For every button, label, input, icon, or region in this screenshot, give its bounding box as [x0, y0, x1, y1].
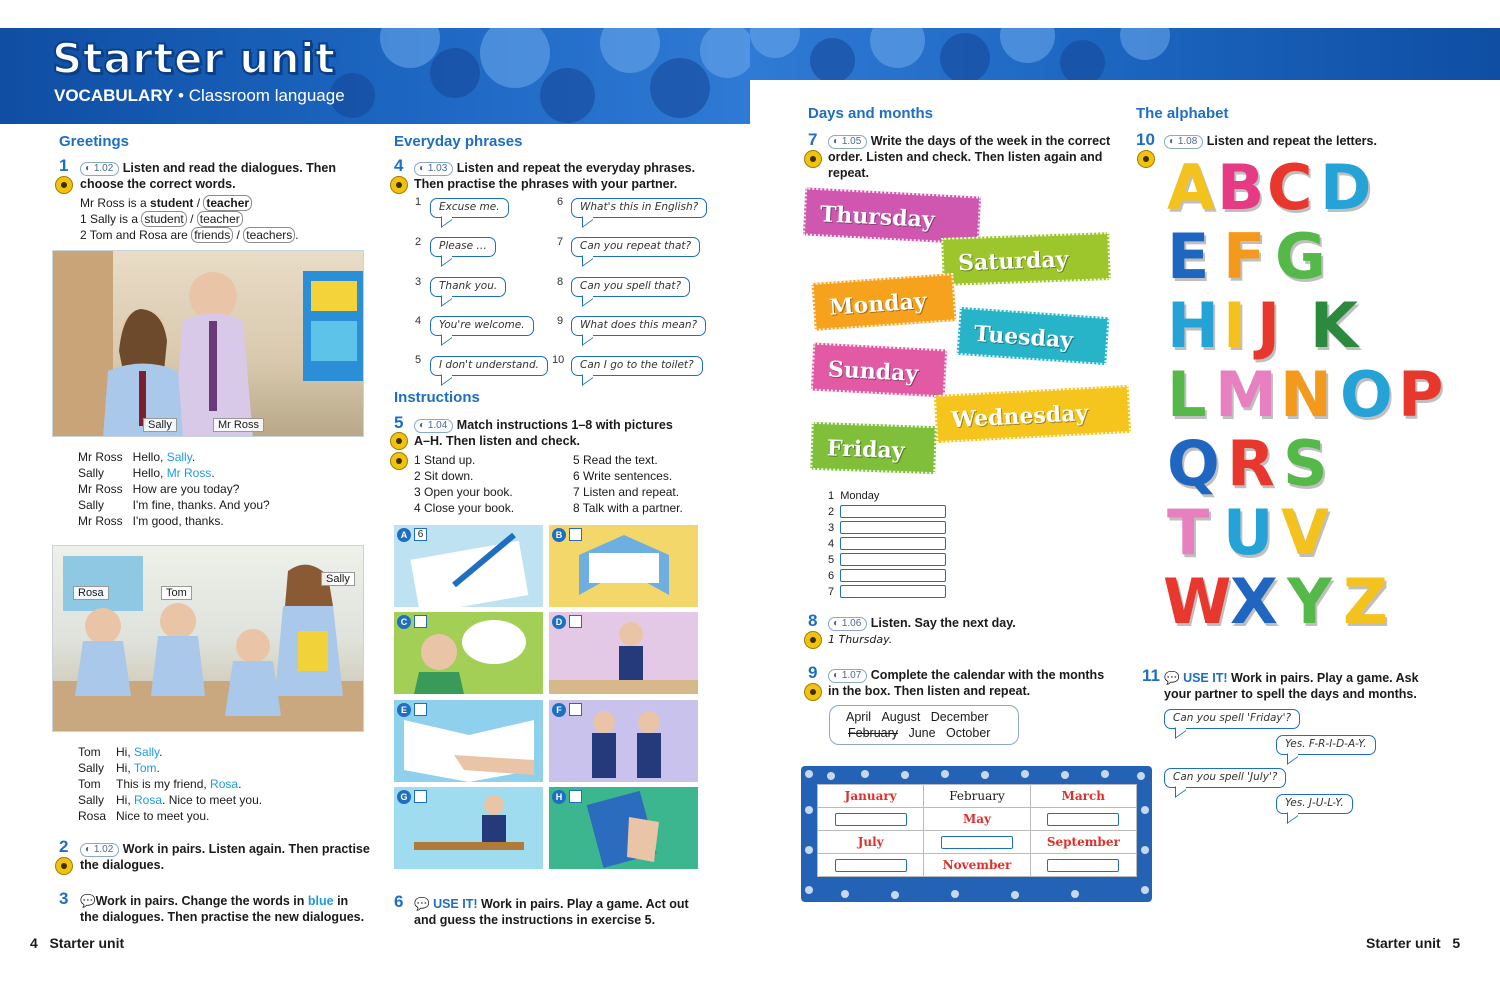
days-answer-numbers: 1 Monday 2 3 4 5 6 7 — [828, 490, 880, 598]
alphabet-letter: X — [1230, 565, 1278, 638]
classroom-photo-1 — [52, 250, 364, 437]
cd-icon — [804, 150, 822, 168]
classroom-photo-2 — [52, 545, 364, 732]
phrase-bubble: You're welcome. — [430, 316, 534, 336]
section-title-alphabet: The alphabet — [1136, 105, 1229, 122]
day-answer-input[interactable] — [840, 585, 946, 598]
exercise-number-9: 9 — [808, 663, 818, 682]
answer-box[interactable] — [569, 615, 582, 628]
phrase-number: 1 — [415, 196, 422, 208]
alphabet-letter: S — [1283, 427, 1328, 500]
dialogue-line: Sally I'm fine, thanks. And you? — [78, 498, 270, 512]
dialogue-line: Tom This is my friend, Rosa. — [78, 777, 242, 791]
day-label-wednesday: Wednesday — [934, 385, 1131, 443]
calendar-blank-cell[interactable] — [818, 808, 924, 831]
cd-icon — [390, 176, 408, 194]
dialogue-2 — [78, 744, 272, 824]
exercise-number-6: 6 — [394, 892, 404, 911]
alphabet-letter: L — [1167, 358, 1207, 431]
page-number: 5 — [1452, 935, 1461, 951]
day-answer-input[interactable] — [840, 537, 946, 550]
speech-bubble: Can you spell 'July'? — [1164, 768, 1286, 788]
exercise-number-3: 3 — [59, 889, 69, 908]
alphabet-letter: D — [1320, 151, 1372, 224]
alphabet-letter: U — [1223, 496, 1274, 569]
audio-track-badge[interactable]: ◐ 1.02 — [80, 162, 119, 176]
exercise-number-5: 5 — [394, 413, 404, 432]
calendar-cell: July — [818, 831, 924, 854]
alphabet-letter: E — [1167, 220, 1210, 293]
picture-g: G — [394, 787, 543, 869]
audio-track-badge[interactable]: ◐ 1.05 — [828, 135, 867, 149]
cd-icon — [55, 176, 73, 194]
dialogue-line: Mr Ross How are you today? — [78, 482, 240, 496]
alphabet-letter: R — [1227, 427, 1275, 500]
month-calendar — [801, 766, 1152, 902]
section-title-instructions: Instructions — [394, 389, 480, 406]
phrase-number: 5 — [415, 354, 422, 366]
option-student[interactable]: student — [141, 211, 186, 227]
picture-h: H — [549, 787, 698, 869]
answer-box[interactable] — [414, 703, 427, 716]
cd-icon — [1137, 150, 1155, 168]
day-label-friday: Friday — [810, 422, 937, 474]
speech-bubble: Yes. F-R-I-D-A-Y. — [1276, 735, 1376, 755]
audio-track-badge[interactable]: ◐ 1.02 — [80, 843, 119, 857]
calendar-blank-cell[interactable] — [924, 831, 1030, 854]
alphabet-letter: P — [1398, 358, 1444, 431]
exercise-7-instructions: ◐ 1.05 Write the days of the week in the correct order. Listen and check. Then listen again and repeat. — [828, 133, 1128, 181]
answer-box[interactable] — [414, 790, 427, 803]
exercise-number-10: 10 — [1136, 130, 1155, 149]
cd-icon — [804, 631, 822, 649]
photo-label-mr-ross: Mr Ross — [213, 418, 264, 432]
phrase-number: 6 — [557, 196, 564, 208]
day-label-saturday: Saturday — [941, 232, 1111, 286]
calendar-cell: May — [924, 808, 1030, 831]
exercise-number-7: 7 — [808, 130, 818, 149]
footer-left: 4 Starter unit — [30, 935, 125, 951]
photo-label-sally: Sally — [143, 418, 177, 432]
day-answer-input[interactable] — [840, 521, 946, 534]
calendar-cell: September — [1030, 831, 1136, 854]
phrase-bubble: I don't understand. — [430, 356, 548, 376]
answer-box[interactable] — [569, 528, 582, 541]
cd-icon — [390, 452, 408, 470]
exercise-1-example: Mr Ross is a student / teacher — [80, 195, 252, 211]
section-title-greetings: Greetings — [59, 133, 130, 150]
cd-icon — [55, 857, 73, 875]
phrase-number: 8 — [557, 276, 564, 288]
answer-box[interactable] — [569, 703, 582, 716]
exercise-1-question-2: 2 Tom and Rosa are friends / teachers . — [80, 228, 299, 242]
audio-track-badge[interactable]: ◐ 1.07 — [828, 669, 867, 683]
phrase-bubble: Excuse me. — [430, 198, 509, 218]
dialogue-line: Sally Hi, Rosa. Nice to meet you. — [78, 793, 263, 807]
alphabet-letter: J — [1257, 289, 1281, 362]
phrase-bubble: What's this in English? — [571, 198, 707, 218]
day-label-tuesday: Tuesday — [957, 307, 1110, 365]
alphabet-letter: M — [1215, 358, 1277, 431]
exercise-5-instructions: ◐ 1.04 Match instructions 1–8 with pictures A–H. Then listen and check. — [414, 417, 714, 449]
audio-track-badge[interactable]: ◐ 1.04 — [414, 419, 453, 433]
picture-d: D — [549, 612, 698, 694]
instructions-list-right: 5 Read the text. 6 Write sentences. 7 Listen and repeat. 8 Talk with a partner. — [573, 453, 683, 515]
instructions-list-left: 1 Stand up. 2 Sit down. 3 Open your book. 4 Close your book. — [414, 453, 515, 515]
alphabet-letter: T — [1167, 496, 1210, 569]
unit-subtitle: VOCABULARY • Classroom language — [54, 86, 345, 105]
exercise-number-2: 2 — [59, 837, 69, 856]
picture-c: C — [394, 612, 543, 694]
exercise-2-instructions: ◐ 1.02 Work in pairs. Listen again. Then practise the dialogues. — [80, 841, 370, 873]
exercise-number-1: 1 — [59, 156, 69, 175]
alphabet-letter: K — [1310, 289, 1359, 362]
phrase-number: 10 — [552, 354, 565, 366]
phrase-bubble: Can I go to the toilet? — [571, 356, 703, 376]
answer-box[interactable]: 6 — [414, 528, 427, 541]
phrase-bubble: Can you spell that? — [571, 277, 690, 297]
picture-b: B — [549, 525, 698, 607]
footer-right: Starter unit 5 — [1366, 935, 1461, 951]
phrase-bubble: Please … — [430, 237, 496, 257]
photo-label-sally: Sally — [321, 572, 355, 586]
page-number: 4 — [30, 935, 38, 951]
calendar-blank-cell[interactable] — [818, 854, 924, 877]
exercise-4-instructions: ◐ 1.03 Listen and repeat the everyday phrases. Then practise the phrases with your partner. — [414, 160, 714, 192]
alphabet-letter: I — [1223, 289, 1247, 362]
dialogue-1 — [78, 449, 280, 529]
picture-e: E — [394, 700, 543, 782]
day-label-sunday: Sunday — [811, 343, 947, 398]
picture-a: A 6 — [394, 525, 543, 607]
speech-bubble: Can you spell 'Friday'? — [1164, 709, 1300, 729]
alphabet-letter: B — [1217, 151, 1265, 224]
audio-track-badge[interactable]: ◐ 1.06 — [828, 617, 867, 631]
exercise-6-instructions: 💬 USE IT! Work in pairs. Play a game. Act out and guess the instructions in exercise 5. — [414, 897, 689, 927]
photo-label-tom: Tom — [161, 586, 192, 600]
day-label-thursday: Thursday — [803, 187, 981, 244]
alphabet-letter: V — [1281, 496, 1329, 569]
exercise-1-instructions: ◐ 1.02 Listen and read the dialogues. Then choose the correct words. — [80, 160, 360, 192]
phrase-number: 4 — [415, 315, 422, 327]
alphabet-letter: H — [1167, 289, 1219, 362]
speech-bubble-icon: 💬 — [414, 897, 430, 911]
phrase-number: 3 — [415, 276, 422, 288]
calendar-cell: January — [818, 785, 924, 808]
photo-label-rosa: Rosa — [73, 586, 109, 600]
speech-bubble-icon: 💬 — [80, 894, 96, 908]
alphabet-letter: C — [1267, 151, 1313, 224]
exercise-9-instructions: ◐ 1.07 Complete the calendar with the months in the box. Then listen and repeat. — [828, 667, 1128, 699]
word-box: April August December February June October — [829, 705, 1019, 745]
answer-box[interactable] — [569, 790, 582, 803]
phrase-number: 9 — [557, 315, 564, 327]
alphabet-letter: Y — [1287, 565, 1332, 638]
day-answer-input[interactable] — [840, 505, 946, 518]
phrase-number: 2 — [415, 236, 422, 248]
cd-icon — [390, 432, 408, 450]
dialogue-line: Rosa Nice to meet you. — [78, 809, 210, 823]
audio-track-badge[interactable]: ◐ 1.08 — [1164, 135, 1203, 149]
section-title-days-and-months: Days and months — [808, 105, 934, 122]
calendar-cell: March — [1030, 785, 1136, 808]
exercise-number-8: 8 — [808, 611, 818, 630]
alphabet-letter: Z — [1343, 565, 1388, 638]
exercise-10-instructions: ◐ 1.08 Listen and repeat the letters. — [1164, 133, 1464, 149]
calendar-cell: February — [924, 785, 1030, 808]
speech-bubble-icon: 💬 — [1164, 671, 1180, 685]
option-teacher[interactable]: teacher — [197, 211, 243, 227]
dialogue-line: Mr Ross Hello, Sally. — [78, 450, 196, 464]
calendar-blank-cell[interactable] — [1030, 854, 1136, 877]
phrase-bubble: Can you repeat that? — [571, 237, 700, 257]
alphabet-letter: Q — [1167, 427, 1220, 500]
section-title-everyday-phrases: Everyday phrases — [394, 133, 523, 150]
calendar-blank-cell[interactable] — [1030, 808, 1136, 831]
picture-f: F — [549, 700, 698, 782]
phrase-number: 7 — [557, 236, 564, 248]
cd-icon — [804, 683, 822, 701]
exercise-number-4: 4 — [394, 156, 404, 175]
option-teachers[interactable]: teachers — [243, 227, 295, 243]
dialogue-line: Sally Hello, Mr Ross. — [78, 466, 215, 480]
dialogue-line: Sally Hi, Tom. — [78, 761, 160, 775]
exercise-3-instructions: 💬Work in pairs. Change the words in blue in the dialogues. Then practise the new dialogues. — [80, 894, 365, 924]
header-band-right — [750, 28, 1500, 80]
day-answer-input[interactable] — [840, 553, 946, 566]
phrase-bubble: Thank you. — [430, 277, 506, 297]
unit-title: Starter unit — [52, 34, 336, 83]
audio-track-badge[interactable]: ◐ 1.03 — [414, 162, 453, 176]
exercise-8-instructions: ◐ 1.06 Listen. Say the next day. 1 Thursday. — [828, 615, 1108, 648]
day-answer-input[interactable] — [840, 569, 946, 582]
dialogue-line: Tom Hi, Sally. — [78, 745, 163, 759]
exercise-number-11: 11 — [1142, 666, 1160, 685]
dialogue-line: Mr Ross I'm good, thanks. — [78, 514, 224, 528]
option-friends[interactable]: friends — [191, 227, 233, 243]
day-label-monday: Monday — [811, 273, 956, 331]
speech-bubble: Yes. J-U-L-Y. — [1276, 794, 1353, 814]
exercise-1-question-1: 1 Sally is a student / teacher — [80, 211, 243, 227]
alphabet-letter: F — [1223, 220, 1266, 293]
answer-box[interactable] — [414, 615, 427, 628]
alphabet-letter: N — [1280, 358, 1332, 431]
phrase-bubble: What does this mean? — [571, 316, 706, 336]
exercise-11-instructions: 💬 USE IT! Work in pairs. Play a game. Ask your partner to spell the days and months. — [1164, 671, 1419, 701]
calendar-cell: November — [924, 854, 1030, 877]
alphabet-letter: G — [1275, 220, 1326, 293]
alphabet-letter: O — [1340, 358, 1393, 431]
alphabet-letter: A — [1167, 151, 1215, 224]
alphabet-letter: W — [1163, 565, 1232, 638]
